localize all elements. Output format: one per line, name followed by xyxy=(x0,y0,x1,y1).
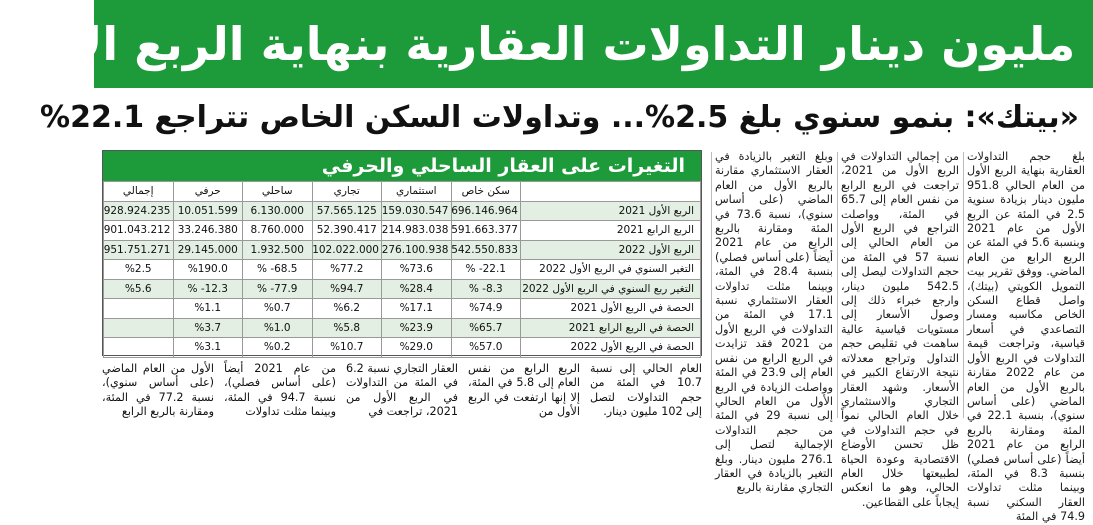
table-cell: %94.7 xyxy=(312,279,382,299)
table-cell: %1.1 xyxy=(173,299,243,319)
row-label: الحصة في الربع الرابع 2021 xyxy=(521,318,701,338)
table-header: حرفي xyxy=(173,182,243,202)
article-column-3 xyxy=(715,150,833,495)
table-cell: 696.146.964 xyxy=(451,201,521,221)
column-divider xyxy=(837,152,838,418)
table-cell: 591.663.377 xyxy=(451,221,521,241)
table-cell xyxy=(104,338,174,358)
table-cell: %29.0 xyxy=(382,338,452,358)
row-label: الحصة في الربع الأول 2022 xyxy=(521,338,701,358)
headline: مليون دينار التداولات العقارية بنهاية الربع الأول xyxy=(0,17,1076,71)
table-row xyxy=(104,279,701,299)
table-cell: 77.9- % xyxy=(243,279,313,299)
table-cell: 1.932.500 xyxy=(243,240,313,260)
table-row xyxy=(104,221,701,241)
table-header: سكن خاص xyxy=(451,182,521,202)
table-header: إجمالي xyxy=(104,182,174,202)
table-title: التغيرات على العقار الساحلي والحرفي xyxy=(103,151,701,181)
table-cell: 542.550.833 xyxy=(451,240,521,260)
table-cell: 22.1- % xyxy=(451,260,521,280)
table-header: استثماري xyxy=(382,182,452,202)
table-row xyxy=(104,318,701,338)
table-cell: %0.2 xyxy=(243,338,313,358)
table-row xyxy=(104,260,701,280)
row-label: الربع الأول 2022 xyxy=(521,240,701,260)
table-cell: 10.051.599 xyxy=(173,201,243,221)
table-cell: %3.7 xyxy=(173,318,243,338)
column-text: بلغ حجم التداولات العقارية بنهاية الربع الأول من العام الحالي 951.8 مليون دينار بزيادة سنوية 2.5 في المئة عن الربع الأول من عام 2021 وبنسبة 5.6 في المئة عن الربع الرابع من العام الماضي. ووفق تقرير بيت التمويل الكويتي (بيتك)، واصل قطاع السكن الخاص مكاسبه ومسار التصاعدي في أسعار قياسية، وتراجعت قيمة التداولات في الربع الأول من عام 2022 مقارنة بالربع الأول من العام الماضي (على أساس سنوي)، بنسبة 22.1 في المئة ومقارنة بالربع الرابع من عام 2021 أيضاً (على أساس فصلي) بنسبة 8.3 في المئة، وبينما مثلت تداولات العقار السكني نسبة 74.9 في المئة xyxy=(967,150,1085,524)
table-cell: %65.7 xyxy=(451,318,521,338)
row-label: الربع الأول 2021 xyxy=(521,201,701,221)
table-cell: %74.9 xyxy=(451,299,521,319)
table-cell xyxy=(104,318,174,338)
table-cell: %190.0 xyxy=(173,260,243,280)
table-cell: %17.1 xyxy=(382,299,452,319)
table-cell: 52.390.417 xyxy=(312,221,382,241)
table-cell: 951.751.271 xyxy=(104,240,174,260)
article-column-1 xyxy=(967,150,1085,524)
table-header xyxy=(521,182,701,202)
table-cell: 68.5- % xyxy=(243,260,313,280)
table-cell: 159.030.547 xyxy=(382,201,452,221)
bottom-column: الأول من العام الماضي (على أساس سنوي)، نسبة 77.2 في المئة، ومقارنة بالربع الرابع xyxy=(102,362,214,419)
table-header: تجاري xyxy=(312,182,382,202)
table-cell xyxy=(104,299,174,319)
table-cell: %0.7 xyxy=(243,299,313,319)
table-cell: %57.0 xyxy=(451,338,521,358)
table-cell: %6.2 xyxy=(312,299,382,319)
table-row xyxy=(104,299,701,319)
table-cell: 29.145.000 xyxy=(173,240,243,260)
row-label: الحصة في الربع الأول 2021 xyxy=(521,299,701,319)
table-row xyxy=(104,240,701,260)
column-divider xyxy=(711,152,712,418)
table-cell: %1.0 xyxy=(243,318,313,338)
row-label: التغير ربع السنوي في الربع الأول 2022 xyxy=(521,279,701,299)
table-cell: 901.043.212 xyxy=(104,221,174,241)
table-cell: 102.022.000 xyxy=(312,240,382,260)
bottom-column: من عام 2021 أيضاً (على أساس فصلي)، نسبة 94.7 في المئة، وبينما مثلت تداولات xyxy=(224,362,336,419)
row-label: الربع الرابع 2021 xyxy=(521,221,701,241)
article-column-2 xyxy=(841,150,959,509)
bottom-article-columns xyxy=(102,362,702,420)
table-row xyxy=(104,201,701,221)
table-cell: %77.2 xyxy=(312,260,382,280)
table-cell: %73.6 xyxy=(382,260,452,280)
table-cell: 276.100.938 xyxy=(382,240,452,260)
column-text: من إجمالي التداولات في الربع الأول من 2021، تراجعت في الربع الرابع من نفس العام إلى 65.7 في المئة، وواصلت التراجع في الربع الأول من العام الحالي إلى نسبة 57 في المئة من حجم التداولات ليصل إلى 542.5 مليون دينار، وارجع خبراء ذلك إلى وصول الأسعار إلى مستويات قياسية عالية ساهمت في تقليص حجم التداول وتراجع معدلاته نتيجة الارتفاع الكبير في الأسعار. وشهد العقار التجاري والاستثماري خلال العام الحالي نمواً في حجم التداولات في ظل تحسن الأوضاع الاقتصادية وعودة الحياة لطبيعتها خلال العام الحالي، وهو ما انعكس إيجاباً على القطاعين. xyxy=(841,150,959,509)
table-cell: 12.3- % xyxy=(173,279,243,299)
data-table-box xyxy=(102,150,702,356)
table-header-row xyxy=(104,182,701,202)
table-cell: %28.4 xyxy=(382,279,452,299)
column-divider xyxy=(963,152,964,418)
table-cell: 928.924.235 xyxy=(104,201,174,221)
bottom-column: العام الحالي إلى نسبة 10.7 في المئة من حجم التداولات لتصل إلى 102 مليون دينار. xyxy=(590,362,702,419)
table-cell: %10.7 xyxy=(312,338,382,358)
table-cell: 33.246.380 xyxy=(173,221,243,241)
table-cell: 8.760.000 xyxy=(243,221,313,241)
table-row xyxy=(104,338,701,358)
bottom-column: العقار التجاري نسبة 6.2 في المئة من التداولات في الربع الأول من 2021، تراجعت في xyxy=(345,362,458,419)
table-cell: 6.130.000 xyxy=(243,201,313,221)
table-cell: %2.5 xyxy=(104,260,174,280)
table-cell: 214.983.038 xyxy=(382,221,452,241)
headline-banner xyxy=(0,0,1093,88)
table-cell: 8.3- % xyxy=(451,279,521,299)
data-table xyxy=(103,181,701,358)
table-cell: 57.565.125 xyxy=(312,201,382,221)
row-label: التغير السنوي في الربع الأول 2022 xyxy=(521,260,701,280)
table-header: ساحلي xyxy=(243,182,313,202)
column-text: وبلغ التغير بالزيادة في العقار الاستثماري مقارنة بالربع الأول من العام الماضي (على أساس سنوي)، نسبة 73.6 في المئة ومقارنة بالربع الرابع من عام 2021 أيضاً (على أساس فصلي) بنسبة 28.4 في المئة، وبينما مثلت تداولات العقار الاستثماري نسبة 17.1 في المئة من التداولات في الربع الأول من 2021 فقد تزايدت في الربع الرابع من نفس العام إلى 23.9 في المئة وواصلت الزيادة في الربع الأول من العام الحالي إلى نسبة 29 في المئة من حجم التداولات الإجمالية لتصل إلى 276.1 مليون دينار. وبلغ التغير بالزيادة في العقار التجاري مقارنة بالربع xyxy=(715,150,833,495)
table-cell: %5.6 xyxy=(104,279,174,299)
table-cell: %3.1 xyxy=(173,338,243,358)
table-cell: %5.8 xyxy=(312,318,382,338)
table-cell: %23.9 xyxy=(382,318,452,338)
bottom-column: الربع الرابع من نفس العام إلى 5.8 في المئة، إلا إنها ارتفعت في الربع الأول من xyxy=(468,362,580,419)
subheadline: «بيتك»: بنمو سنوي بلغ 2.5%... وتداولات السكن الخاص تتراجع 22.1% xyxy=(40,100,1079,135)
